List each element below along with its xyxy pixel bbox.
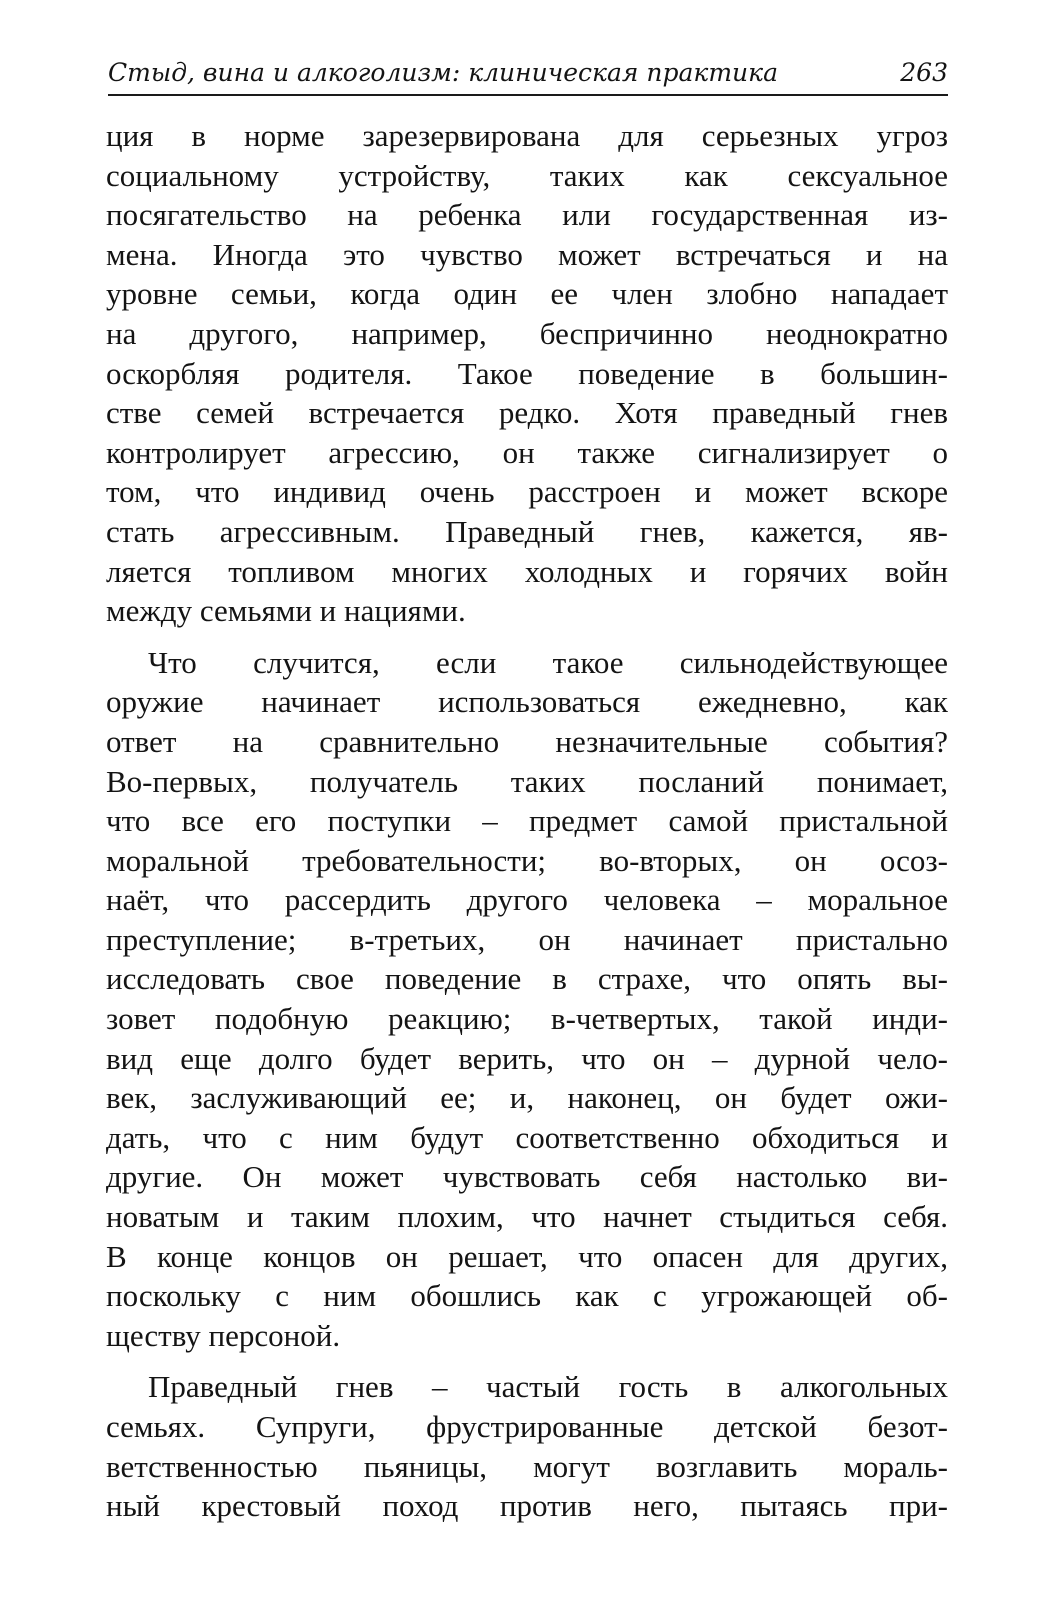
- paragraph: [106, 116, 948, 631]
- text-line: мена. Иногда это чувство может встречаться и на: [106, 236, 948, 272]
- paragraph: [106, 1367, 948, 1525]
- text-line: исследовать свое поведение в страхе, что опять вы-: [106, 961, 948, 997]
- text-line: зовет подобную реакцию; в-четвертых, такой инди-: [106, 1001, 948, 1037]
- text-line: семьях. Супруги, фрустрированные детской безот-: [106, 1409, 948, 1444]
- text-line: том, что индивид очень расстроен и может вскоре: [106, 474, 948, 510]
- text-line: ляется топливом многих холодных и горячих войн: [106, 553, 948, 589]
- text-line: между семьями и нациями.: [106, 593, 466, 629]
- text-line: оскорбляя родителя. Такое поведение в большин-: [106, 355, 948, 391]
- text-line: Во-первых, получатель таких посланий понимает,: [106, 763, 948, 799]
- text-line: стве семей встречается редко. Хотя праведный гнев: [106, 395, 948, 431]
- text-line: моральной требовательности; во-вторых, он осоз-: [106, 842, 948, 878]
- paragraph-gap: [106, 631, 948, 643]
- text-line: век, заслуживающий ее; и, наконец, он будет ожи-: [106, 1080, 948, 1116]
- text-line: ция в норме зарезервирована для серьезных угроз: [106, 118, 948, 153]
- text-line: Что случится, если такое сильнодействующее: [148, 644, 948, 680]
- text-line: уровне семьи, когда один ее член злобно нападает: [106, 276, 948, 312]
- text-line: наёт, что рассердить другого человека – моральное: [106, 882, 948, 918]
- running-header: [108, 54, 948, 96]
- text-line: Праведный гнев – частый гость в алкогольных: [148, 1369, 948, 1405]
- text-line: вид еще долго будет верить, что он – дурной чело-: [106, 1040, 948, 1076]
- text-line: поскольку с ним обошлись как с угрожающей об-: [106, 1278, 948, 1314]
- text-line: социальному устройству, таких как сексуальное: [106, 157, 948, 193]
- text-line: ществу персоной.: [106, 1317, 341, 1353]
- text-line: ответ на сравнительно незначительные события?: [106, 723, 948, 759]
- text-line: контролирует агрессию, он также сигнализирует о: [106, 434, 948, 470]
- text-line: оружие начинает использоваться ежедневно, как: [106, 684, 948, 720]
- text-line: стать агрессивным. Праведный гнев, кажется, яв-: [106, 513, 948, 549]
- paragraph: [106, 643, 948, 1356]
- text-line: другие. Он может чувствовать себя настолько ви-: [106, 1159, 948, 1195]
- page-number: 263: [900, 58, 948, 87]
- text-line: ветственностью пьяницы, могут возглавить мораль-: [106, 1448, 948, 1484]
- body-text: [106, 116, 948, 1526]
- text-line: дать, что с ним будут соответственно обходиться и: [106, 1119, 948, 1155]
- running-title: Стыд, вина и алкоголизм: клиническая практика: [108, 58, 778, 87]
- text-line: ный крестовый поход против него, пытаясь при-: [106, 1488, 948, 1524]
- text-line: на другого, например, беспричинно неоднократно: [106, 315, 948, 351]
- text-line: что все его поступки – предмет самой пристальной: [106, 803, 948, 839]
- text-line: новатым и таким плохим, что начнет стыдиться себя.: [106, 1199, 948, 1235]
- text-line: В конце концов он решает, что опасен для других,: [106, 1238, 948, 1274]
- paragraph-gap: [106, 1355, 948, 1367]
- text-line: преступление; в-третьих, он начинает пристально: [106, 921, 948, 957]
- text-line: посягательство на ребенка или государственная из-: [106, 197, 948, 233]
